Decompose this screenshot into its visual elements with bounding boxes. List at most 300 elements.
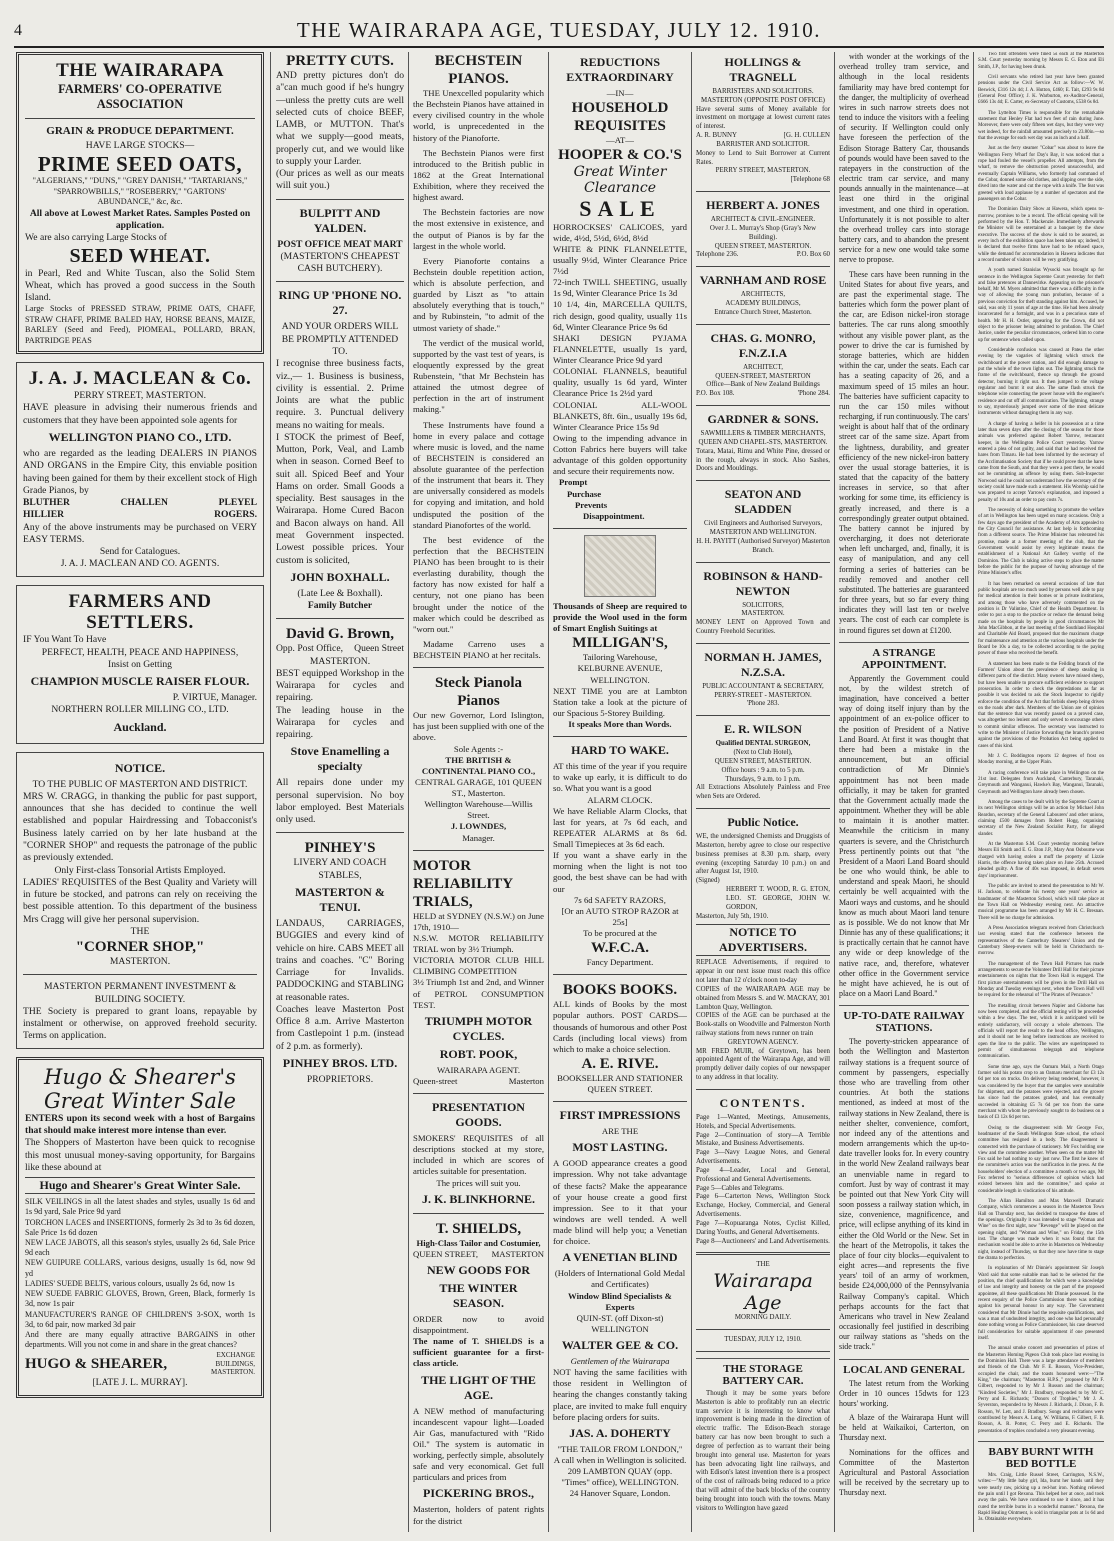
ad-heading: A VENETIAN BLIND: [562, 1250, 678, 1265]
ad-text: Send for Catalogues.: [99, 546, 181, 558]
ad-text: THE Unexcelled popularity which the Bechstein Pianos have attained in every civilised country in the whole world, is unprecedented in the history of the Pianoforte.: [413, 88, 544, 143]
ad-text: WHITE & PINK FLANNELETTE, usually 9½d, Winter Clearance Price 7½d: [553, 243, 687, 277]
ad-text: THE: [756, 1261, 770, 1269]
milligan-ad: [553, 535, 687, 730]
ad-text: AT this time of the year if you require to wake up early, it is difficult to do so. What you want is a good: [553, 761, 687, 794]
ad-text: Prevents: [575, 499, 608, 510]
ad-text: BARRISTER AND SOLICITOR.: [716, 140, 810, 148]
ad-text: Masterton, holders of patent rights for the district: [413, 1504, 544, 1526]
article-paragraph: The Dominion Dairy Show at Hawera, which opens to-morrow, promises to be a record. The official opening will be performed by the Hon. T. Mackenzie. Immediately afterwards the Minister will be entertained at a banquet by the show executive. The success of the show is said to be assured, as every inch of the exhibition space has been taken up; indeed, it is declared that twelve firms have had to be refused space, while the demand for accommodation in Hawera indicates that a record number of visitors will be very gratifying.: [978, 207, 1104, 263]
ad-text: MRS W. CRAGG, in thanking the public for past support, announces that she has decided to continue the well established and popular Hairdressing and Tobacconist's Business lately carried on by her late husband at the "CORNER SHOP" and requests the patronage of the public as previously extended.: [23, 790, 257, 864]
ad-text: WE, the undersigned Chemists and Druggists of Masterton, hereby agree to close our respective business premises at 8.30 p.m. sharp, every evening (excepting Saturday 10 p.m.) on and after August 1st, 1910.: [696, 833, 830, 876]
article-paragraph: Nominations for the offices and Committee of the Masterton Agricultural and Pastoral Association will be received by the secretary up to Thursday next.: [839, 1447, 969, 1498]
contents-item: Page 2—Continuation of story—A Terrible Mistake, and Business Advertisements.: [696, 1131, 830, 1148]
ad-text: ENTERS upon its second week with a host of Bargains that should make interest more intense than ever.: [25, 1112, 255, 1136]
ad-text: CENTRAL GARAGE, 101 QUEEN ST., Masterton.: [414, 776, 543, 798]
editorial-date: TUESDAY, JULY 12, 1910.: [724, 1336, 802, 1344]
ad-text: All Extractions Absolutely Painless and Free when Sets are Ordered.: [696, 784, 830, 801]
ad-text: (Next to Club Hotel),: [733, 749, 793, 757]
ad-text: A NEW method of manufacturing incandescent vapour light—Loaded Air Gas, manufactured with "Rido Oil." The system is automatic in working, perfectly simple, absolutely safe and very economical. Get full particulars and prices from: [413, 1405, 544, 1483]
ad-text: SOLICITORS,: [742, 601, 784, 609]
ad-text: 'Phone 283.: [746, 700, 780, 708]
ad-text: All repairs done under my personal supervision. No boy labor employed. Best Materials only used.: [276, 777, 404, 826]
ad-heading: Great Winter Sale: [44, 1088, 236, 1113]
ad-text: 3½ Triumph 1st and 2nd, and Winner of PETROL CONSUMPTION TEST.: [413, 977, 544, 1010]
ad-heading: VARNHAM AND ROSE: [699, 273, 827, 288]
ad-text: QUEEN AND CHAPEL-STS, MASTERTON.: [698, 438, 828, 446]
column-rule: [408, 52, 409, 1532]
ad-text: VICTORIA MOTOR CLUB HILL CLIMBING COMPETITION: [413, 955, 544, 977]
ad-text: Hugo and Shearer's Great Winter Sale.: [25, 1177, 255, 1194]
ad-text: Our new Governor, Lord Islington, has just been supplied with one of the above.: [413, 710, 544, 743]
ad-text: P.O. Box 60: [796, 251, 830, 259]
article-heading: BABY BURNT WITH BED BOTTLE: [978, 1441, 1104, 1470]
ad-text: SILK VEILINGS in all the latest shades and styles, usually 1s 6d and 1s 9d yard, Sale Price 9d yard: [25, 1197, 255, 1217]
column-2: [276, 52, 404, 1532]
article-paragraph: Considerable confusion was caused at Patea the other evening by the vagaries of lightning which struck the switchboard at the power station, and did enough damage to put the whole of the town lights out. The lightning struck the frame of the switchboard, thence up through the ground detector, burning it right out. It then jumped to the voltage regulator and burnt it out also. The same flash struck the telephone wire connecting the power house with the engineer's residence and cut off all communication. The lightning, strange to say, mysteriously jumped over some of the most delicate instruments without damaging them in any way.: [978, 348, 1104, 417]
ad-text: 24 Hanover Square, London.: [569, 1488, 671, 1499]
ad-text: I STOCK the primest of Beef, Mutton, Pork, Veal, and Lamb when in season. Corned Beef to suit all. Spiced Beef and Your Hams on order. Small Goods a speciality. Best sausages in the Wairarapa. Home Cured Bacon and Bacon always on hand. All meat Government inspected. Lowest possible prices. Your custom is solicited,: [276, 431, 404, 566]
ad-text: PERRY STREET, MASTERTON.: [715, 167, 811, 175]
ad-heading: Public Notice.: [727, 815, 799, 830]
ad-heading: PINHEY BROS. LTD.: [282, 1055, 398, 1070]
ad-text: HERBERT T. WOOD, R. G. ETON, LEO. ST. GEORGE, JOHN W. GORDON,: [726, 886, 830, 911]
ad-text: [Or an AUTO STROP RAZOR at 25s]: [561, 905, 679, 927]
article-paragraph: A charge of having a heifer in his possession at a time later than seven days after the closing of the season for those animals was preferred against Robert Yarrow, restaurant keeper, in the Wellington Police Court yesterday. Yarrow entered a plea of not guilty, and said that he had received the hares from Timaru. He had been informed by the secretary of the Acclimatisation Society that if he could prove that the hares came from the South, and that they were a pest there, he would not be committing an offence by using them. Sub-Inspector Norwood said he could not understand how the secretary of the society could have made such a statement. His Worship said he was prepared to accept Yarrow's explanation, and imposed a penalty of 10s and an order to pay costs 7s.: [978, 421, 1104, 503]
ad-text: COLONIAL FLANNELS, beautiful quality, usually 1s 6d yard, Winter Clearance Price 1s 2½d yard: [553, 366, 687, 399]
ad-heading: Stove Enamelling a specialty: [290, 744, 390, 774]
ad-text: THE BRITISH & CONTINENTAL PIANO CO.,: [421, 754, 536, 776]
ad-text: QUEEN STREET, MASTERTON.: [714, 242, 812, 250]
contents-item: Page 1—Wanted, Meetings, Amusements, Hotels, and Special Advertisements.: [696, 1113, 830, 1130]
ad-heading: SEATON AND SLADDEN: [724, 487, 802, 517]
article-heading: A STRANGE APPOINTMENT.: [839, 642, 969, 671]
ad-text: BOOKSELLER AND STATIONER: [557, 1072, 683, 1083]
ad-text: Purchase: [567, 488, 602, 499]
ad-text: Fancy Department.: [586, 957, 654, 968]
ad-heading: TRIALS,: [413, 893, 473, 910]
sheep-illustration: [584, 535, 656, 597]
ad-text: Coaches leave Masterton Post Office 8 a.m. Arrive Masterton from Castlepoint 1 p.m. (instead of 2 p.m. as formerly).: [276, 1003, 404, 1052]
article-paragraph: The Lyttelton Times is responsible for the remarkable statement that Henley Flat had two feet of rain during June. Moreover, there were only fifteen wet days, but they were very wet indeed, for the rainfall amounted precisely to 23.80in.—so that the average for each wet day was an inch and a half.: [978, 110, 1104, 141]
ad-text: EXCHANGE BUILDINGS, MASTERTON.: [211, 1350, 255, 1377]
article-paragraph: Just as the ferry steamer "Cobar" was about to leave the Wellington Ferry Wharf for Day's Bay, it was noticed that a rope had fouled the vessel's propeller. All attempts, from the wharf, to remove the obstruction proved unsuccessful, and eventually Captain Williams, who formerly had command of the Cobar, donned some old clothes, and slipping over the side, dived into the water and cut the rope with a knife. The feat was greeted with loud applause by a number of spectators and the passengers on the Cobar.: [978, 146, 1104, 202]
ad-heading: J. K. BLINKHORNE.: [421, 1191, 535, 1206]
ad-text: REPLACE Advertisements, if required to appear in our next issue must reach this office not later than 12 o'clock noon to-day: [696, 959, 830, 985]
ad-heading: GREYTOWN AGENCY.: [727, 1038, 799, 1046]
ad-heading: ROBT. POOK,: [439, 1046, 518, 1061]
ad-text: (Holders of International Gold Medal and Certificates): [554, 1268, 686, 1290]
ad-text: [G. H. CULLEN: [783, 132, 830, 140]
ad-text: Money to Lend to Suit Borrower at Current Rates.: [696, 149, 830, 166]
ad-text: Qualified DENTAL SURGEON,: [715, 740, 811, 748]
farmers-cooperative-ad: [16, 52, 264, 354]
ad-text: THE: [130, 925, 150, 937]
ad-text: We are also carrying Large Stocks of: [25, 232, 167, 244]
ad-heading: SALE: [579, 196, 661, 222]
ad-text: The Bechstein factories are now the most extensive in existence, and the output of Pianos is by far the largest in the whole world.: [413, 207, 544, 251]
ad-text: NEW LACE JABOTS, all this season's styles, usually 2s 6d, Sale Price 9d each: [25, 1237, 255, 1258]
ad-text: Large Stocks of PRESSED STRAW, PRIME OATS, CHAFF, STRAW CHAFF, PRIME BALED HAY, HORSE BEANS, MAIZE, BARLEY (Seed and Feed), PIOMEAL, POLLARD, BRAN, PARTRIDGE PEAS: [25, 304, 255, 345]
article-paragraph: Mrs. Craig, Little Russel Street, Carrington, N.S.W., writes:—"My little baby girl, Ida, burnt her hands until they were nearly raw, picking up a red-hot iron. Nothing relieved the pain until I got Rexona. This helped her at once, and took away the pain. We have continued to use it since, and it has cured the terrible burns in a wonderful manner." Rexona, the Rapid Healing Ointment, is sold in triangular pots at 1s 6d and 3s. Obtainable everywhere.: [978, 1472, 1104, 1523]
ad-heading: BECHSTEIN PIANOS.: [434, 53, 523, 87]
article-paragraph: with wonder at the workings of the overhead trolley tram service, and although in the local residents familiarity may have bred contempt for the danger, the multiplicity of overhead wires in such narrow streets does not tend to induce the visitors with a feeling of security. If Wellington could only have foreseen the perfection of the Edison Storage Battery Car, thousands of pounds would have been saved to the ratepayers in the construction of the electric tram car service, and many pounds annually in the maintenance—at least one third in the original investment, and one third in operation. Unfortunately it is not possible to alter the overhead trolley cars into storage battery cars, and to abandon the present service for a new one would take some nerve to propose.: [839, 52, 969, 265]
ad-text: Auckland.: [113, 719, 167, 734]
ad-text: TO THE PUBLIC OF MASTERTON AND DISTRICT.: [32, 778, 248, 790]
ad-text: (Signed): [696, 877, 720, 885]
ad-text: Masterton, July 5th, 1910.: [696, 912, 769, 920]
ad-text: KELBURNE AVENUE,: [577, 663, 663, 674]
ad-text: CHAMPION MUSCLE RAISER FLOUR.: [30, 674, 250, 689]
ad-text: ORDER now to avoid disappointment.: [413, 1313, 544, 1335]
column-rule: [834, 52, 835, 1532]
ad-heading: A. E. RIVE.: [581, 1055, 659, 1072]
page-title: THE WAIRARAPA AGE, TUESDAY, JULY 12. 1910.: [296, 18, 822, 42]
ad-text: Entrance Church Street, Masterton.: [714, 308, 812, 316]
article-paragraph: A racing conference will take place in Wellington on the 21st inst. Delegates from Auckland, Canterbury, Taranaki, Greymouth and Wanganui, Hawke's Bay, Wanganui, Taranaki, Greymouth and Wellington have already been chosen.: [978, 770, 1104, 795]
corner-shop-notice: [16, 752, 264, 1049]
flour-ad: [16, 585, 264, 744]
ad-text: MASTERTON PERMANENT INVESTMENT & BUILDING SOCIETY.: [43, 981, 237, 1005]
ad-text: NOT having the same facilities with those resident in Wellington of hearing the changes constantly taking place, are invited to make full enquiry before placing orders for suits.: [553, 1367, 687, 1422]
ad-text: 72-inch TWILL SHEETING, usually 1s 9d, Winter Clearance Price 1s 3d: [553, 277, 687, 299]
ad-text: P.O. Box 108.: [696, 390, 735, 398]
ad-heading: JAS. A. DOHERTY: [569, 1425, 671, 1440]
ad-text: NORTHERN ROLLER MILLING CO., LTD.: [51, 704, 229, 716]
ad-text: in Pearl, Red and White Tuscan, also the Solid Stem Wheat, which has proved a good success in the South Island.: [25, 267, 255, 304]
ad-heading: W.F.C.A.: [590, 940, 650, 957]
ad-text: ACADEMY BUILDINGS,: [725, 300, 801, 308]
ad-text: PROPRIETORS.: [306, 1073, 374, 1085]
presentation-goods-ad: [413, 1100, 544, 1527]
ad-text: QUEEN-STREET, MASTERTON: [715, 372, 811, 380]
column-6: [839, 52, 969, 1532]
ad-text: "ALGERIANS," "DUNS," "GREY DANISH," "TARTARIANS," "SPARROWBILLS," "ROSEBERRY," "GARTONS' ABUNDANCE," &c, &c.: [32, 176, 248, 207]
ad-text: The name of T. SHIELDS is a sufficient guarantee for a first-class article.: [413, 1336, 544, 1369]
ad-text: Only First-class Tonsorial Artists Employed.: [54, 864, 226, 876]
hooper-sale-ad: [553, 55, 687, 522]
contents-item: Page 6—Carterton News, Wellington Stock Exchange, Hockey, Commercial, and General Advertisements.: [696, 1193, 830, 1219]
ad-text: Every Pianoforte contains a Bechstein double repetition action, which is absolute perfection, and guarded by Liszt as "to attain absolutely everything that is touch," and by Rubinstein, "to admit of the utmost variety of shade.": [413, 255, 544, 333]
column-7-8: [978, 52, 1104, 1532]
article-heading: UP-TO-DATE RAILWAY STATIONS.: [839, 1005, 969, 1034]
ad-heading: NEW GOODS FOR: [426, 1262, 531, 1277]
ad-heading: RELIABILITY: [413, 875, 514, 892]
ad-heading: CONTENTS.: [719, 1095, 807, 1110]
triumph-ad: [413, 857, 544, 1087]
article-paragraph: A blaze of the Wairarapa Hunt will be held at Waikaikoi, Carterton, on Thursday next.: [839, 1413, 969, 1443]
masthead: [14, 12, 1104, 48]
ad-heading: THE LIGHT OF THE AGE.: [421, 1372, 536, 1402]
ad-text: These Instruments have found a home in every palace and cottage where music is loved, and the name of BECHSTEIN is considered an absolute guarantee of the perfection of the instrument that bears it. They are universally considered as models for copying and imitation, and hold undisputed the position of the standard Pianofortes of the world.: [413, 419, 544, 530]
column-rule: [973, 52, 974, 1532]
article-paragraph: The Allan Hamilton and Max Maxwell Dramatic Company, which commences a season in the Masterton Town Hall on Thursday next, has decided to transpose the dates of the openings. Originally it was intended to stage "Woman and Wine" on the first night, now "Revenge" will be played on the opening night, and "Woman and Wine," on Friday, the 15th inst. The change was made when it was found that the mechanism would be able to arrive in Masterton on Wednesday night, instead of Thursday, so that they now have time to stage the drama to perfection.: [978, 1199, 1104, 1262]
ad-text: SHAKI DESIGN PYJAMA FLANNELETTE, usually 1s yard, Winter Clearance Price 9d yard: [553, 332, 687, 366]
contents-item: Page 7—Kopuaranga Notes, Cyclist Killed, Daring Youths, and General Advertisements.: [696, 1219, 830, 1236]
ad-text: The best evidence of the perfection that the BECHSTEIN PIANO has been brought to is their everlasting durability, though the factory has now existed for half a century, not one piano has been brought under the notice of the maker which could be described as "worn out.": [413, 534, 544, 634]
column-rule: [548, 52, 549, 1532]
ad-heading: ROBINSON & HAND-NEWTON: [703, 568, 823, 598]
ad-heading: Great Winter Clearance: [573, 164, 667, 197]
ad-text: Madame Carreno uses a BECHSTEIN PIANO at her recitals.: [413, 638, 544, 660]
ad-text: N.S.W. MOTOR RELIABILITY TRIAL won by 3½ Triumph.: [413, 932, 544, 954]
ad-text: Prompt: [559, 477, 588, 488]
ad-heading: BOOKS BOOKS.: [562, 982, 678, 999]
books-ad: [553, 981, 687, 1499]
ad-text: MASTERTON: [491, 1248, 544, 1259]
brand-name: CHALLEN: [120, 497, 168, 509]
ad-heading: PRETTY CUTS.: [286, 53, 394, 69]
ad-text: 7s 6d SAFETY RAZORS,: [574, 894, 666, 905]
ad-text: MASTERTON (OPPOSITE POST OFFICE): [701, 96, 825, 104]
ad-text: POST OFFICE MEAT MART: [277, 238, 403, 250]
ad-text: Queen-street: [413, 1075, 458, 1086]
article-paragraph: A youth named Stanislas Wysocki was brought up for sentence in the Wellington Supreme Court yesterday for theft and false pretences at Dannevirke. Appearing on the prisoner's behalf, Mr M. Myers admitted that there was a difficulty in the way of allowing the young man probation, because of a previous conviction for theft standing against him. Accused, he said, was only 11 years of age at the time. He had been already incarcerated for a fortnight, and was in a precarious state of health. Mr H. H. Ostler, appearing for the Crown, did not object to the prisoner being admitted to probation. The Chief Justice, under the peculiar circumstances, ordered him to come up for sentence when called upon.: [978, 268, 1104, 343]
ad-text: PERRY-STREET - MASTERTON.: [714, 691, 812, 699]
ad-text: Over J. L. Murray's Shop (Gray's New Building).: [709, 224, 817, 241]
ad-heading: THE WINTER SEASON.: [439, 1280, 518, 1310]
public-notices: [696, 815, 830, 1083]
ad-text: The leading house in the Wairarapa for cycles and repairing.: [276, 704, 404, 741]
ad-text: WELLINGTON PIANO CO., LTD.: [48, 429, 232, 444]
contents-item: Page 3—Navy League Notes, and General Advertisements.: [696, 1149, 830, 1166]
ad-heading: David G. Brown,: [285, 626, 395, 643]
ad-text: QUEEN STREET,: [413, 1248, 478, 1259]
ad-heading: PINHEY'S: [304, 840, 376, 857]
ad-heading: NOTICE TO ADVERTISERS.: [696, 924, 830, 956]
ad-text: A. R. BUNNY: [696, 132, 737, 140]
ad-text: COPIES of the WAIRARAPA AGE may be obtained from Messrs S. and W. MACKAY, 301 Lambton Quay, Wellington.: [696, 985, 830, 1011]
ad-text: Wellington Warehouse—Willis Street.: [424, 799, 533, 821]
ad-heading: CHAS. G. MONRO, F.N.Z.I.A: [710, 330, 816, 360]
pretty-cuts-ad: [276, 52, 404, 193]
ad-heading: Hugo & Shearer's: [44, 1064, 236, 1089]
ad-heading: J. A. J. MACLEAN & Co.: [28, 368, 252, 390]
brand-name: HILLIER: [23, 509, 65, 521]
ad-text: PERRY STREET, MASTERTON.: [74, 390, 206, 402]
bulpitt-yalden-ad: [276, 206, 404, 613]
ad-text: Thousands of Sheep are required to provide the Wool used in the form of Smart English Suitings at: [553, 600, 687, 634]
contents-item: Page 8—Auctioneers' and Land Advertisements.: [696, 1237, 830, 1245]
page-number: 4: [14, 22, 22, 39]
ad-text: who are regarded as the leading DEALERS IN PIANOS AND ORGANS in the Empire City, this enviable position having been gained for them by their excellent stock of High Grade Pianos, by: [23, 447, 257, 496]
article-paragraph: The annual smoke concert and presentation of prizes of the Masterton Homing Pigeon Club took place last evening in the Dominion Hall. There was a large attendance of members and friends of the Club. Mr F. E. Rosson, Vice-President, occupied the chair, and the toasts honoured were:—"The King," the chairman; "Masterton H.P.S.," proposed by Mr F. Gilbert, responded to by Mr J. Russon and the chairman; "Kindred Societies," Mr J. Bradbury, responded to by Mr C. Perry and E. Richards; "Donors of Trophies," Mr J. A. Syverston, responded to by Messrs J. Richards, J. Dixon, F. B. Rosson, W. Lett, and J. Bradbury. Songs and recitations were contributed by Messrs A. Long, W. Williams, F. Gilbert, F. B. Rosson, A. R. Potter, C. Perry and E. Richards. The presentation of trophies concluded a very pleasant evening.: [978, 1346, 1104, 1434]
ad-text: NEW GUIPURE COLLARS, various designs, usually 1s 6d, now 9d yd: [25, 1258, 255, 1278]
ad-heading: FIRST IMPRESSIONS: [559, 1108, 681, 1123]
ad-text: BARRISTERS AND SOLICITORS.: [712, 88, 814, 95]
ad-text: All above at Lowest Market Rates. Samples Posted on application.: [29, 207, 251, 232]
david-brown-ad: [276, 625, 404, 826]
ad-text: —IN—: [606, 88, 634, 98]
article-paragraph: Two first offenders were fined 5s each at the Masterton S.M. Court yesterday morning by Messrs E. G. Eton and Eli Smith, J.P., for having been drunk.: [978, 52, 1104, 70]
newspaper-nameplate: Wairarapa Age: [713, 1270, 813, 1315]
ad-text: Gentlemen of the Wairarapa: [570, 1356, 670, 1367]
ad-text: H. H. PAYITT (Authorised Surveyor) Masterton Branch.: [696, 537, 830, 554]
brand-name: BLUTHER: [23, 497, 70, 509]
ad-text: HELD at SYDNEY (N.S.W.) on June 17th, 1910—: [413, 910, 544, 932]
ad-heading: REQUISITES: [574, 118, 666, 135]
ad-text: ARCHITECTS,: [740, 291, 786, 299]
maclean-piano-ad: [16, 362, 264, 576]
ad-text: WAIRARAPA AGENT.: [436, 1064, 521, 1075]
ad-text: (MASTERTON'S CHEAPEST CASH BUTCHERY).: [280, 250, 400, 275]
ad-text: "THE TAILOR FROM LONDON,": [557, 1443, 683, 1454]
ad-text: 209 LAMBTON QUAY (opp. "Times" office), WELLINGTON.: [561, 1466, 679, 1488]
ad-text: MONEY LENT on Approved Town and Country Freehold Securities.: [696, 619, 830, 635]
ad-text: Telephone 236.: [696, 251, 739, 259]
article-paragraph: The metalling circuit between Napier and Gisborne has now been completed, and the official testing will be proceeded within a few days. The test, which it is anticipated will be entirely satisfactory, will occupy a whole afternoon. The officials will report the result to the head office, Wellington, and it should not be long before instructions are received to open the line to the public. The wires are superimposed to permit of simultaneous telegraph and telephone communication.: [978, 1003, 1104, 1060]
column-3: [413, 52, 544, 1532]
editorial: [696, 1261, 830, 1513]
article-paragraph: Among the cases to be dealt with by the Supreme Court at its next Wellington sittings will be an action by Michael John Reardon, secretary of the General Labourers' and other unions, claiming £500 damages from Robert Hogg, organising secretary of the New Zealand Socialist Party, for alleged slander.: [978, 800, 1104, 837]
ad-text: J. LOWNDES,: [450, 821, 507, 832]
ad-heading: PRESENTATION GOODS.: [432, 1100, 525, 1129]
ad-text: Insist on Getting: [108, 658, 172, 670]
contents-item: Page 5—Cables and Telegrams.: [696, 1184, 784, 1192]
ad-text: 10 1/4, 4in, MARCELLA QUILTS, rich design, good quality, usually 11s 6d, Winter Clearance Price 9s 6d: [553, 299, 687, 332]
pinhey-ad: [276, 839, 404, 1086]
steck-ad: [413, 674, 544, 844]
ad-heading: HOLLINGS & TRAGNELL: [724, 55, 802, 84]
ad-text: I recognise three business facts, viz.,— 1. Business is business, civility is essential. 2. Prime Joints are what the public require. 3. Punctual delivery means no waiting for meals.: [276, 358, 404, 431]
ad-text: Totara, Matai, Rimu and White Pine, dressed or in the rough, always in stock. Also Sashes, Doors and Mouldings.: [696, 447, 830, 473]
ad-heading: E. R. WILSON: [724, 722, 802, 737]
ad-text: PUBLIC ACCOUNTANT & SECRETARY,: [702, 682, 824, 690]
ad-text: AND pretty pictures don't do a"can much good if he's hungry—unless the pretty cuts are well selected cuts of choice BEEF, LAMB, or MUTTON. That's what we supply—good meats, properly cut, and we would like to supply your Larder.: [276, 70, 404, 167]
ad-text: MASTERTON.: [309, 655, 371, 667]
ad-heading: HOUSEHOLD: [571, 100, 669, 117]
ad-heading: FARMERS' CO-OPERATIVE ASSOCIATION: [58, 81, 222, 111]
column-rule: [270, 52, 271, 1532]
ad-heading: PRIME SEED OATS,: [37, 152, 243, 177]
ad-text: It speaks More than Words.: [568, 719, 672, 730]
ad-text: MR FRED MUIR, of Greytown, has been appointed Agent of the Wairarapa Age, and will promptly deliver daily copies of our newspaper to any address in that locality.: [696, 1047, 830, 1082]
ad-text: Masterton: [508, 1075, 544, 1086]
ad-text: LADIES' SUEDE BELTS, various colours, usually 2s 6d, now 1s: [25, 1278, 235, 1288]
ad-heading: BULPITT AND YALDEN.: [299, 205, 381, 235]
ad-heading: MILLIGAN'S,: [572, 635, 668, 652]
ad-text: Window Blind Specialists & Experts: [568, 1290, 672, 1312]
ad-heading: T. SHIELDS,: [435, 1220, 522, 1237]
column-5: [696, 52, 830, 1532]
article-heading: LOCAL AND GENERAL: [839, 1359, 969, 1376]
ad-heading: REDUCTIONS EXTRAORDINARY: [566, 55, 674, 84]
ad-heading: MASTERTON & TENUI.: [295, 885, 385, 915]
alarm-clock-ad: [553, 743, 687, 968]
ad-text: If you want a shave early in the morning when the light is not too good, the best shave can be had with our: [553, 850, 687, 894]
ad-heading: JOHN BOXHALL.: [290, 569, 390, 584]
ad-heading: GARDNER & SONS.: [707, 412, 819, 427]
column-1: [16, 52, 264, 1532]
ad-text: SMOKERS' REQUISITES of all descriptions stocked at my store, included in which are scores of articles suitable for presentation.: [413, 1133, 544, 1177]
ad-text: [Telephone 68: [790, 176, 830, 184]
article-paragraph: The public are invited to attend the presentation to Mr W. H. Jackson, to celebrate his twenty one years' service as bandmaster of the Masterton School, which will take place at the Town Hall on Wednesday evening next. An attractive musical programme has been arranged by Mr H. C. Bresnan. There will be no charge for admission.: [978, 884, 1104, 921]
ad-text: ARCHITECT,: [743, 363, 783, 371]
article-paragraph: Apparently the Government could not, by the wildest stretch of imagination, have conceived a better way of doing itself injury than by the appointment of an ex-police officer to the position of President of a Native Land Board. At first it was thought that there had been a mistake in the announcement, but an official contradiction of Mr Dinnie's appointment has not been made officially, it may be taken for granted that the Government actually made the appointment. Whether they will be able to maintain it is another matter. Meanwhile the criticism in many quarters is severe, and the Christchurch Press pertinently points out that "the President of a Maori Land Board should be one who would think, be able to understand and speak Maori, he should certainly be well acquainted with the Maori ways and customs, and he should know as much about Maori land tenure as is possible. We do not know that Mr Dinnie has any of these qualifications; it is practically certain that he cannot have any wide or deep knowledge of the native race, and, therefore, whatever other office in the Government service he might have achieved, he is out of place on a Maori Land Board.": [839, 673, 969, 999]
ad-heading: RING UP 'PHONE NO. 27.: [278, 288, 402, 318]
ad-text: Office hours : 9 a.m. to 5 p.m.: [721, 766, 805, 774]
article-paragraph: Civil servants who retired last year have been granted pensions under the Civil Service Act as follow:—W. W. Beswick, £316 12s 4d; J. A. Hutton, £460; E. Tait, £293 9s 8d (General Post Office); J. K. Warburton, ex-Auditor-General, £666 13s 4d; E. Carter, ex-Secretary of Customs, £538 6s 8d.: [978, 74, 1104, 106]
ad-text: The verdict of the musical world, supported by the vast test of years, is eloquently expressed by the great Rubenstein, "that Mr Bechstein has attained the utmost degree of perfection in the art of instrument making.": [413, 337, 544, 415]
ad-text: HAVE pleasure in advising their numerous friends and customers that they have been appointed sole agents for: [23, 402, 257, 426]
ad-text: A GOOD appearance creates a good impression. Why not take advantage of these facts? Make the appearance of your house create a good first impression. See to it that your windows are well tended. A well made blind will help you; a Venetian for choice.: [553, 1158, 687, 1247]
ad-heading: MOST LASTING.: [572, 1140, 668, 1155]
ad-text: LANDAUS, CARRIAGES, BUGGIES and every kind of vehicle on hire. CABS MEET all trains and coaches. "C" Boring Carriage for Invalids. PADDOCKING and STABLING at reasonable rates.: [276, 918, 404, 1003]
professional-cards: [696, 55, 830, 802]
ad-heading: Steck Pianola Pianos: [434, 675, 523, 710]
brand-name: ROGERS.: [214, 509, 257, 521]
ad-text: Queen Street: [354, 643, 404, 655]
ad-text: ALL kinds of Books by the most popular authors. POST CARDS—thousands of humorous and other Post Cards (including local views) from which to make a choice selection.: [553, 999, 687, 1054]
editorial-paragraph: Though it may be some years before Masterton is able to profitably run an electric tram service it is interesting to know what improvement is being made in the direction of electric traffic. The Edison-Beach storage battery car has now been brought to such a degree of perfection as to warrant their being brought into general use. Masterton for years has been advocating light line railways, and with Edison's latest invention there is a prospect of the cost of railroads being reduced to a price that will admit of the back blocks of the country being brought into touch with the towns. Many visitors to Wellington have gazed: [696, 1389, 830, 1512]
article-paragraph: In explanation of Mr Dinnie's appointment Sir Joseph Ward said that some suitable man had to be selected for the position, the chief qualifications for which were a knowledge of law and integrity and honesty on the part of the proposed appointee, all these qualifications Mr Dinnie possessed. In the recent enquiry of the Police Commission there was nothing against his personal honour in any way. The Government considered that Mr Dinnie had the requisite qualifications, and was a man of undoubted integrity, and one who had personally done nothing wrong as Police Commissioner, his case deserved full consideration for suitable appointment if one presented itself.: [978, 1266, 1104, 1342]
ad-heading: FARMERS AND SETTLERS.: [68, 590, 212, 634]
brand-name: PLEYEL: [218, 497, 257, 509]
ad-text: Owing to the impending advance in Cotton Fabrics here buyers will take advantage of this golden opportunity and secure their requirements now.: [553, 432, 687, 477]
ad-text: NEW SUEDE FABRIC GLOVES, Brown, Green, Black, formerly 1s 3d, now 1s pair: [25, 1289, 255, 1309]
ad-heading: HARD TO WAKE.: [571, 743, 669, 758]
ad-heading: "CORNER SHOP,": [75, 939, 205, 956]
ad-heading: HOOPER & CO.'S: [558, 147, 682, 164]
article-paragraph: The latest return from the Working Order in 10 ounces 15dwts for 123 hours' working.: [839, 1378, 969, 1408]
article-paragraph: It has been remarked on several occasions of late that public hospitals are too much used by persons well able to pay for medical attention in their homes or in private institutions, and among those who have adversely commented on the position is Dr Valintine, Chief of the Health Department. In order to put a stop to the practice or reduce the demand being made on the hospitals by people in good circumstances Mr John MacGibbon, at the last meeting of the Southland Hospital and Charitable Aid Board, proposed that the maximum charge for maintenance and attention at the various hospitals under the Board be 10s a day, to be collected according to the paying power of those who received the benefit.: [978, 581, 1104, 657]
ad-text: MASTERTON.: [741, 610, 785, 618]
contents-box: [696, 1096, 830, 1246]
ad-heading: SEED WHEAT.: [69, 244, 211, 267]
ad-text: ARCHITECT & CIVIL-ENGINEER.: [710, 216, 816, 224]
ad-text: COLONIAL ALL-WOOL BLANKETS, 8ft. 6in., usually 19s 6d, Winter Clearance Price 15s 9d: [553, 399, 687, 432]
ad-text: ALARM CLOCK.: [587, 794, 653, 805]
hugo-shearer-ad: [16, 1057, 264, 1398]
ad-heading: PICKERING BROS.,: [422, 1486, 535, 1501]
ad-heading: HUGO & SHEARER,: [25, 1355, 168, 1372]
ad-text: And there are many equally attractive BARGAINS in other departments. Will you not come in and share in the great chances?: [25, 1330, 255, 1350]
article-paragraph: The poverty-stricken appearance of both the Wellington and Masterton railway stations is a frequent source of comment by passengers, especially those who are travelling from other countries. At both the stations mentioned, as indeed at most of the railway stations in New Zealand, there is neither shelter, convenience, comfort, nor indeed any of the attentions and modern arrangements which the up-to-date traveller looks for. In every country in the world New Zealand railways bear an unenviable name in regard to comfort. Just by way of contrast it may be pointed out that New York City will soon possess a railway station which, in size, convenience, magnificence, and price, will eclipse anything of its kind in either the Old World or the New. Set in the heart of the Metropolis, it takes the place of four city blocks—equivalent to eight acres—and represents the five years' toil of an army of workmen, beside £24,000,000 of the Pennsylvania Railway Company's capital. Which perhaps accounts for the fact that Americans who travel in New Zealand occasionally feel justified in describing our railway stations as "sheds on the side track.": [839, 1037, 969, 1352]
ad-text: High-Class Tailor and Costumier,: [416, 1237, 541, 1248]
ad-text: HAVE LARGE STOCKS—: [85, 139, 195, 151]
ad-text: The Shoppers of Masterton have been quick to recognise this most unusual money-saving opportunity, for Bargains like these abound at: [25, 1137, 255, 1173]
ad-text: (Late Lee & Boxhall).: [297, 587, 383, 599]
ad-text: We have Reliable Alarm Clocks, that last for years, at 7s 6d each, and REPEATER ALARMS at 8s 6d. Small Timepieces at 3s 6d each.: [553, 805, 687, 850]
ad-text: Have several sums of Money available for investment on mortgage at lowest current rates of interest.: [696, 105, 830, 131]
ad-text: MASTERTON.: [109, 956, 171, 968]
ad-text: To be procured at the: [583, 928, 657, 939]
ad-text: NEXT TIME you are at Lambton Station take a look at the picture of our Spacious 5-Storey Building.: [553, 685, 687, 718]
editorial-heading: THE STORAGE BATTERY CAR.: [696, 1358, 830, 1387]
ad-text: Opp. Post Office,: [276, 643, 343, 655]
article-paragraph: A statement has been made to the Feilding branch of the Farmers' Union about the prevalence of sheep stealing in different parts of the district. Many owners have missed sheep, but have been unable to procure sufficient evidence to support prosecution. In order to check the depredations as far as possible it was decided to ask the Stock Inspector to rigidly enforce the condition of the Act that forbids sheep being driven on the roads after dark. Members of the Union are of opinion that the sentence that was recently passed on a proved case, was altogether too lenient and only served to encourage others to commit similar offences. The secretary was instructed to write to the Minister of Justice forwarding the branch's protest against the provisions of the Probation Act being applied to cases of this kind.: [978, 661, 1104, 749]
ad-text: LIVERY AND COACH STABLES,: [293, 857, 387, 881]
ad-text: Tailoring Warehouse,: [582, 652, 658, 663]
article-paragraph: Owing to the disagreement with Mr George Fox, headmaster of the South Wellington State school, the school committee has resigned in a body. The disagreement is connected with the purchase of stationery. Mr Fox holding one view and the committee another. When seen on the matter Mr Fox said he had nothing to say just now. The first he knew of the committee's action was the notification in the press. At the householders' election of a committee a month or two ago, Mr Fox referred to "serious differences of opinion which had existed between him and the committee," and spoke at considerable length in vindication of his attitude.: [978, 1125, 1104, 1194]
ad-heading: MOTOR: [413, 857, 472, 874]
ad-text: The Bechstein Pianos were first introduced to the British public in 1862 at the Great International Exhibition, where they received the highest award.: [413, 147, 544, 203]
bechstein-ad: [413, 52, 544, 661]
article-paragraph: At the Masterton S.M. Court yesterday morning before Messrs Eli Smith and E. G. Eton J.P., Mary Ann Osbourne was charged with having stolen a muff the property of Lizzie Harris, the offence having taken place on June 25th. Accused pleaded guilty. A fine of 40s was imposed, in default seven days' imprisonment.: [978, 842, 1104, 879]
ad-text: GRAIN & PRODUCE DEPARTMENT.: [46, 124, 234, 137]
ad-heading: TRIUMPH MOTOR CYCLES.: [424, 1013, 533, 1043]
ad-text: Sole Agents :-: [453, 743, 504, 754]
ad-text: (Our prices as well as our meats will suit you.): [276, 168, 404, 192]
article-paragraph: A Press Association telegram received from Christchurch last evening stated that the conference between the representatives of the Canterbury Shearers' Union and the Canterbury Sheep-owners will be held in Christchurch to-morrow.: [978, 926, 1104, 957]
ad-text: WELLINGTON.: [590, 674, 650, 685]
ad-text: [LATE J. L. MURRAY].: [92, 1377, 188, 1389]
ad-text: —AT—: [606, 135, 634, 146]
ad-text: IF You Want To Have: [23, 634, 107, 646]
ad-text: QUEEN STREET, MASTERTON.: [714, 757, 812, 765]
ad-heading: WALTER GEE & CO.: [561, 1338, 679, 1353]
ad-text: J. A. J. MACLEAN AND CO. AGENTS.: [60, 558, 220, 570]
